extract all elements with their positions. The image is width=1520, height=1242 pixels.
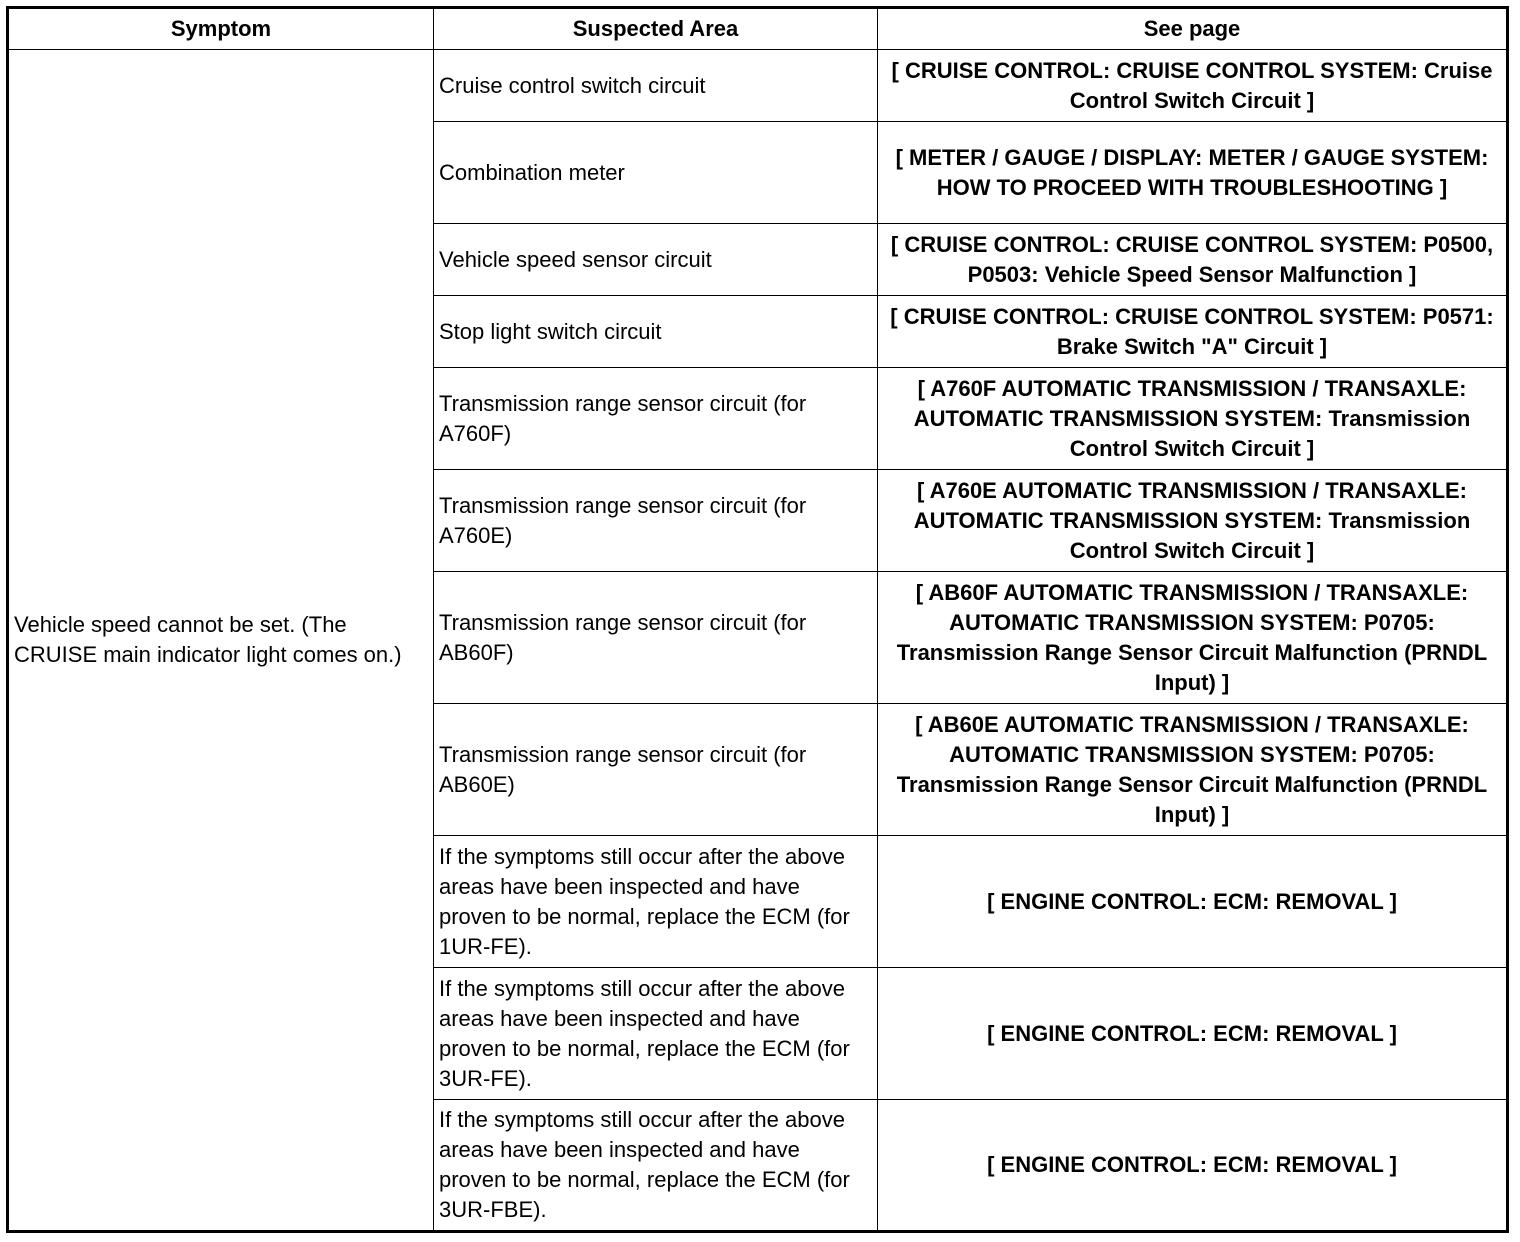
suspected-area-cell: Vehicle speed sensor circuit bbox=[434, 224, 878, 296]
suspected-area-cell: Stop light switch circuit bbox=[434, 296, 878, 368]
suspected-area-cell: Transmission range sensor circuit (for AB60F) bbox=[434, 572, 878, 704]
see-page-link[interactable]: [ A760E AUTOMATIC TRANSMISSION / TRANSAXLE: AUTOMATIC TRANSMISSION SYSTEM: Transmission Control Switch Circuit ] bbox=[878, 470, 1508, 572]
suspected-area-cell: Transmission range sensor circuit (for A760E) bbox=[434, 470, 878, 572]
suspected-area-cell: Transmission range sensor circuit (for A760F) bbox=[434, 368, 878, 470]
see-page-link[interactable]: [ CRUISE CONTROL: CRUISE CONTROL SYSTEM: P0571: Brake Switch "A" Circuit ] bbox=[878, 296, 1508, 368]
see-page-link[interactable]: [ CRUISE CONTROL: CRUISE CONTROL SYSTEM: P0500, P0503: Vehicle Speed Sensor Malfunction ] bbox=[878, 224, 1508, 296]
header-suspected-area: Suspected Area bbox=[434, 8, 878, 50]
see-page-link[interactable]: [ CRUISE CONTROL: CRUISE CONTROL SYSTEM: Cruise Control Switch Circuit ] bbox=[878, 50, 1508, 122]
troubleshooting-table bbox=[6, 6, 1509, 1233]
suspected-area-cell: Cruise control switch circuit bbox=[434, 50, 878, 122]
suspected-area-cell: Transmission range sensor circuit (for AB60E) bbox=[434, 704, 878, 836]
see-page-link[interactable]: [ ENGINE CONTROL: ECM: REMOVAL ] bbox=[878, 1100, 1508, 1232]
see-page-link[interactable]: [ AB60E AUTOMATIC TRANSMISSION / TRANSAXLE: AUTOMATIC TRANSMISSION SYSTEM: P0705: Transmission Range Sensor Circuit Malfunction (PRNDL Input) ] bbox=[878, 704, 1508, 836]
header-symptom: Symptom bbox=[8, 8, 434, 50]
see-page-link[interactable]: [ AB60F AUTOMATIC TRANSMISSION / TRANSAXLE: AUTOMATIC TRANSMISSION SYSTEM: P0705: Transmission Range Sensor Circuit Malfunction (PRNDL Input) ] bbox=[878, 572, 1508, 704]
table-row bbox=[8, 50, 1508, 122]
see-page-link[interactable]: [ METER / GAUGE / DISPLAY: METER / GAUGE SYSTEM: HOW TO PROCEED WITH TROUBLESHOOTING ] bbox=[878, 122, 1508, 224]
header-row bbox=[8, 8, 1508, 50]
see-page-link[interactable]: [ A760F AUTOMATIC TRANSMISSION / TRANSAXLE: AUTOMATIC TRANSMISSION SYSTEM: Transmission Control Switch Circuit ] bbox=[878, 368, 1508, 470]
symptom-cell: Vehicle speed cannot be set. (The CRUISE main indicator light comes on.) bbox=[8, 50, 434, 1232]
see-page-link[interactable]: [ ENGINE CONTROL: ECM: REMOVAL ] bbox=[878, 968, 1508, 1100]
suspected-area-cell: If the symptoms still occur after the above areas have been inspected and have proven to be normal, replace the ECM (for 3UR-FE). bbox=[434, 968, 878, 1100]
header-see-page: See page bbox=[878, 8, 1508, 50]
see-page-link[interactable]: [ ENGINE CONTROL: ECM: REMOVAL ] bbox=[878, 836, 1508, 968]
suspected-area-cell: Combination meter bbox=[434, 122, 878, 224]
suspected-area-cell: If the symptoms still occur after the above areas have been inspected and have proven to be normal, replace the ECM (for 3UR-FBE). bbox=[434, 1100, 878, 1232]
suspected-area-cell: If the symptoms still occur after the above areas have been inspected and have proven to be normal, replace the ECM (for 1UR-FE). bbox=[434, 836, 878, 968]
